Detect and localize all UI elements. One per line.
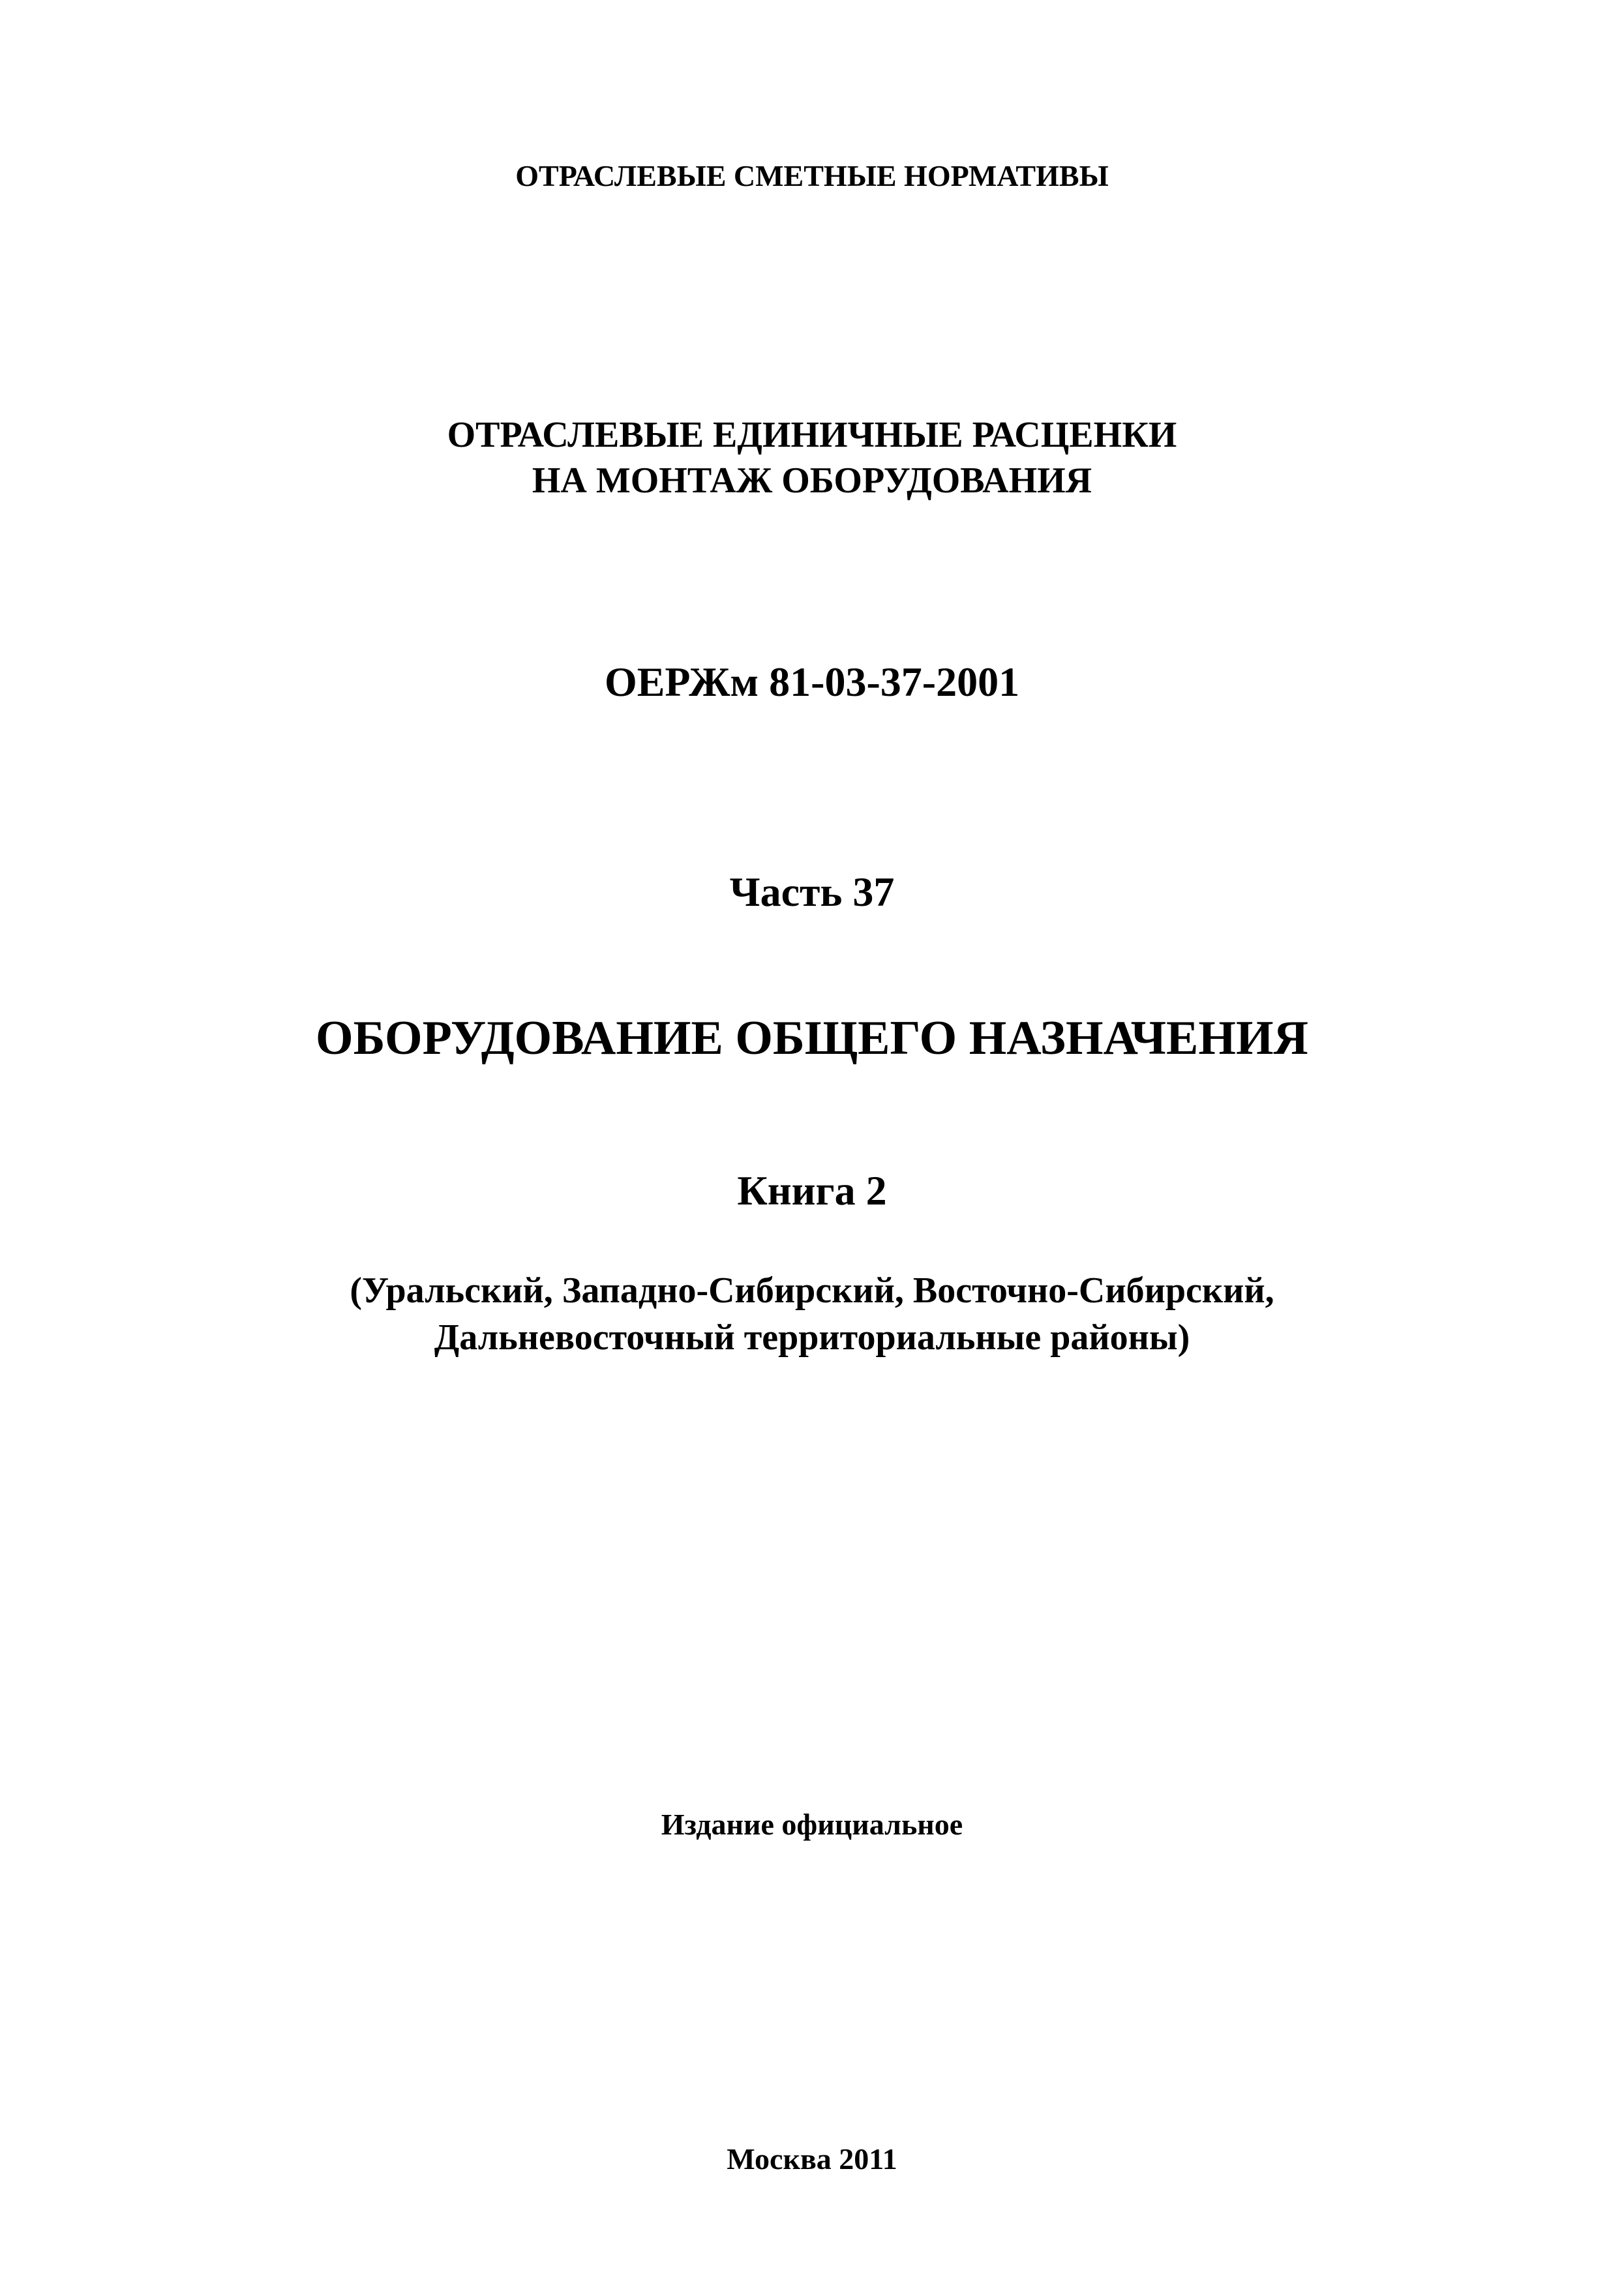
book-number: Книга 2: [737, 1167, 887, 1214]
title-line-2: НА МОНТАЖ ОБОРУДОВАНИЯ: [532, 460, 1092, 501]
section-title: ОБОРУДОВАНИЕ ОБЩЕГО НАЗНАЧЕНИЯ: [316, 1011, 1308, 1065]
publication-city-year: Москва 2011: [727, 2142, 897, 2176]
document-code: ОЕРЖм 81-03-37-2001: [604, 659, 1020, 705]
edition-note: Издание официальное: [661, 1808, 963, 1841]
document-header: ОТРАСЛЕВЫЕ СМЕТНЫЕ НОРМАТИВЫ: [515, 159, 1109, 192]
title-line-1: ОТРАСЛЕВЫЕ ЕДИНИЧНЫЕ РАСЦЕНКИ: [447, 415, 1177, 455]
regions-line-2: Дальневосточный территориальные районы): [434, 1317, 1190, 1358]
part-number: Часть 37: [729, 869, 895, 915]
regions-line-1: (Уральский, Западно-Сибирский, Восточно-Сибирский,: [350, 1270, 1274, 1311]
